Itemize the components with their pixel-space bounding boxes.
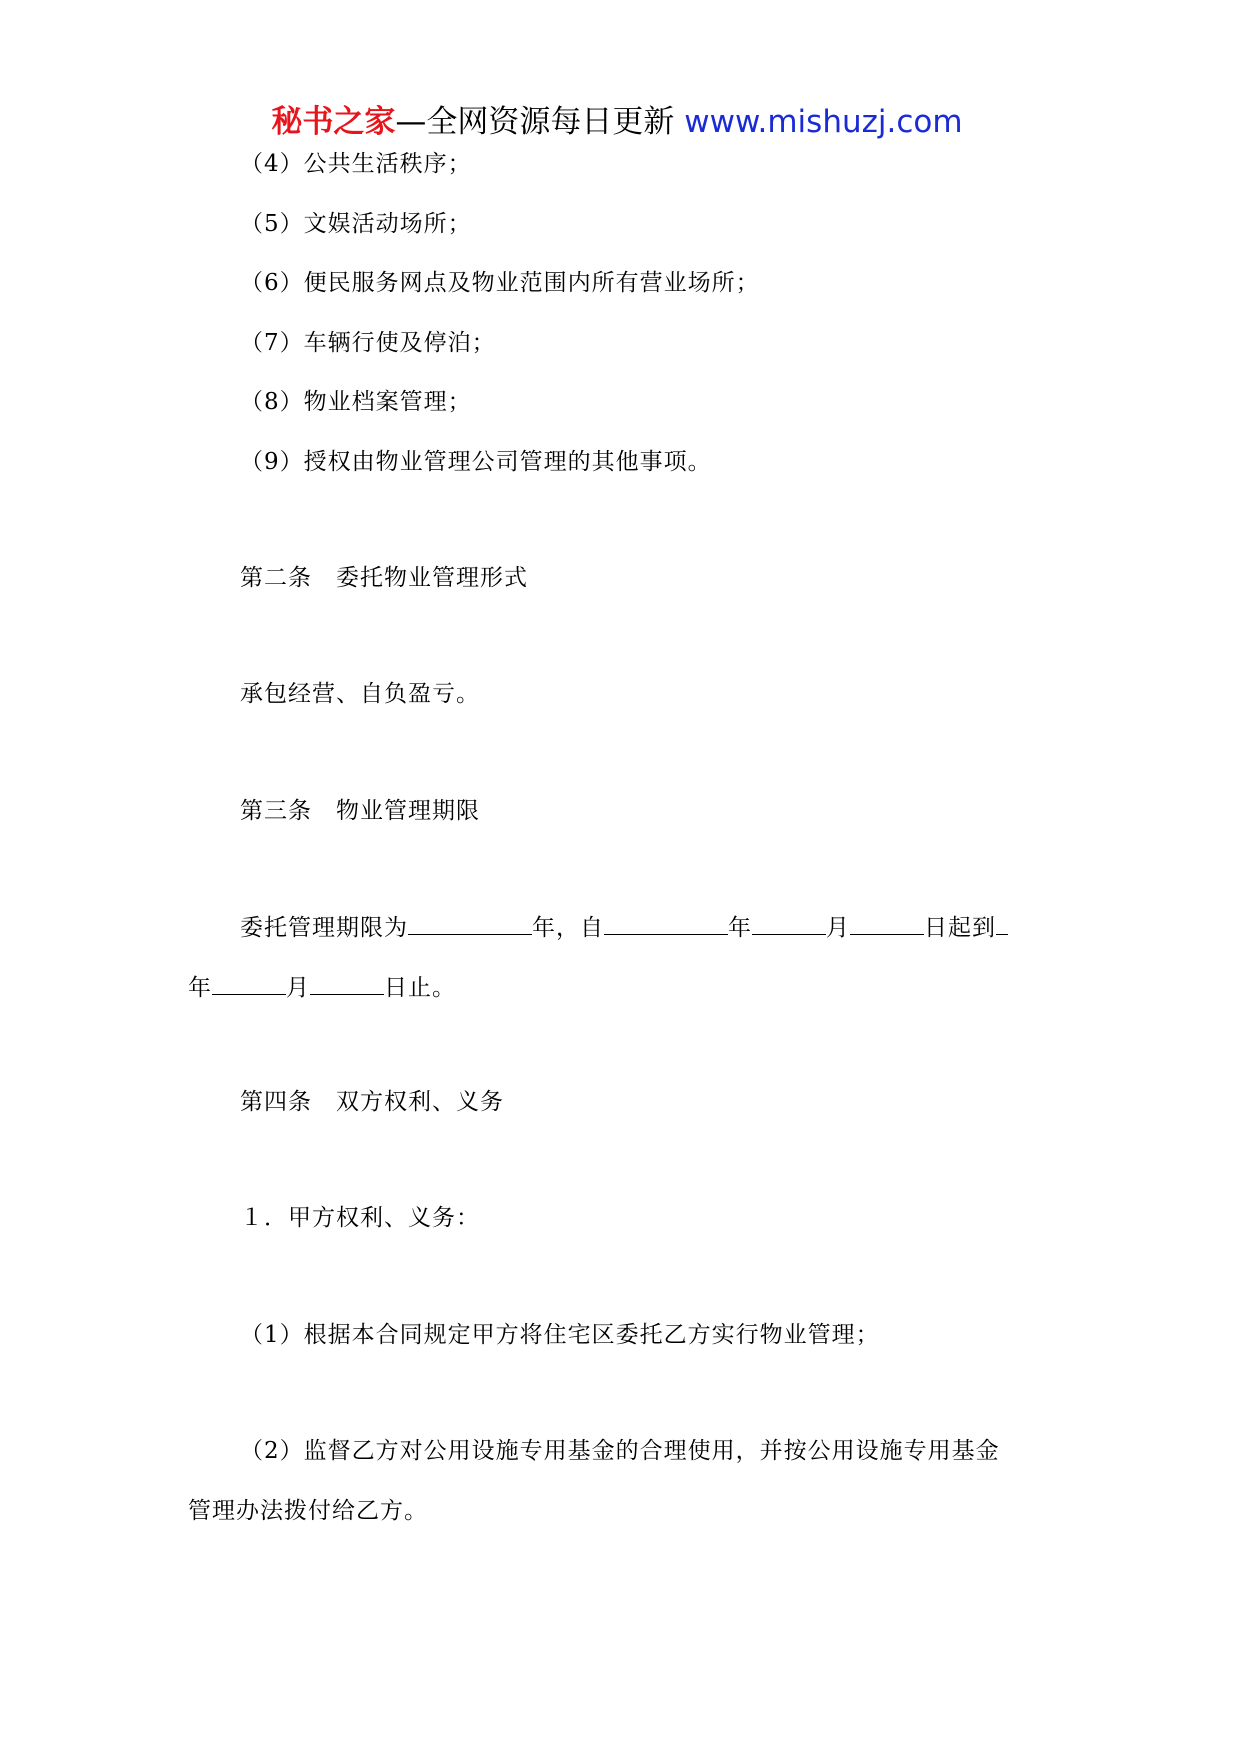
blank-years (408, 910, 532, 935)
list-item-8: （8）物业档案管理； (240, 389, 472, 415)
site-watermark-header (0, 100, 1234, 144)
term-text: 日起到 (924, 915, 996, 941)
list-item-4: （4）公共生活秩序； (240, 151, 472, 177)
article-4-subheading: １．甲方权利、义务： (240, 1205, 480, 1231)
term-text: 委托管理期限为 (240, 915, 408, 941)
blank-start-year (604, 910, 728, 935)
term-text: 年 (188, 975, 212, 1001)
blank-start-day (850, 910, 924, 935)
term-line-2 (188, 970, 456, 1005)
article-4-item-1: （1）根据本合同规定甲方将住宅区委托乙方实行物业管理； (240, 1322, 880, 1348)
list-item-7: （7）车辆行使及停泊； (240, 330, 496, 356)
term-text: 年，自 (532, 915, 604, 941)
brand-name: 秘书之家 (271, 104, 396, 140)
blank-end-year (996, 910, 1008, 935)
list-item-6: （6）便民服务网点及物业范围内所有营业场所； (240, 270, 760, 296)
blank-end-day (310, 970, 384, 995)
article-2-body: 承包经营、自负盈亏。 (240, 681, 480, 707)
article-4-title: 第四条 双方权利、义务 (240, 1089, 504, 1115)
term-text: 月 (286, 975, 310, 1001)
blank-start-month (752, 910, 826, 935)
term-text: 日止。 (384, 975, 456, 1001)
article-4-item-2-line-2: 管理办法拨付给乙方。 (188, 1498, 428, 1524)
article-3-title: 第三条 物业管理期限 (240, 798, 480, 824)
term-line-1 (240, 910, 1008, 945)
term-text: 年 (728, 915, 752, 941)
article-4-item-2-line-1: （2）监督乙方对公用设施专用基金的合理使用，并按公用设施专用基金 (240, 1438, 1000, 1464)
blank-end-month (212, 970, 286, 995)
list-item-9: （9）授权由物业管理公司管理的其他事项。 (240, 449, 712, 475)
article-2-title: 第二条 委托物业管理形式 (240, 565, 528, 591)
header-slogan: —全网资源每日更新 (395, 104, 675, 140)
list-item-5: （5）文娱活动场所； (240, 211, 472, 237)
term-text: 月 (826, 915, 850, 941)
header-url: www.mishuzj.com (684, 104, 963, 140)
